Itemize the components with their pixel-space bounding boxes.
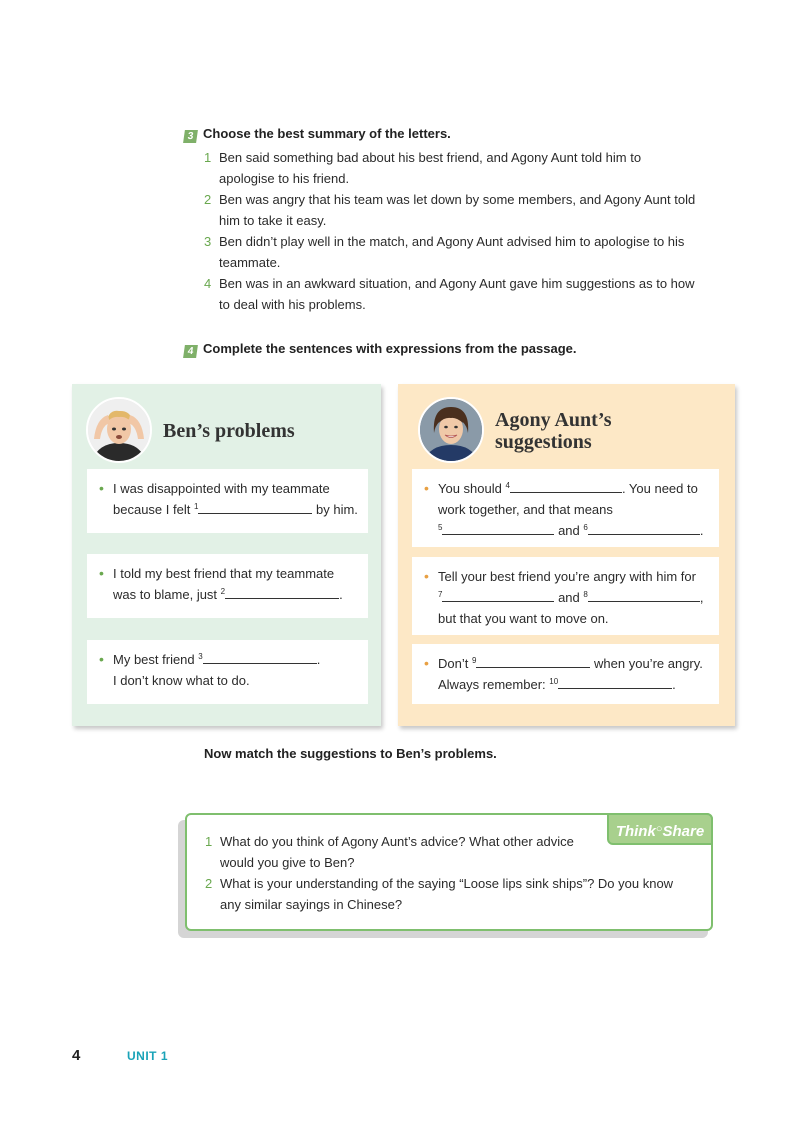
badge-think-label: Think <box>615 823 656 840</box>
bens-problems-panel <box>72 384 381 726</box>
option-text-cont: teammate. <box>219 255 281 270</box>
suggestion-card-3 <box>412 644 719 704</box>
aunt-suggestions-panel <box>398 384 735 726</box>
page-number: 4 <box>72 1047 81 1064</box>
question-text-cont: any similar sayings in Chinese? <box>220 897 403 912</box>
agony-aunt-avatar <box>418 397 484 463</box>
blank-number: 8 <box>583 590 588 599</box>
title-line-1: Agony Aunt’s <box>495 409 612 431</box>
discussion-question-1 <box>205 831 695 873</box>
question-text: What do you think of Agony Aunt’s advice? What other advice <box>220 834 574 849</box>
option-text: Ben was in an awkward situation, and Agony Aunt gave him suggestions as to how <box>219 276 695 291</box>
problem-text: I was disappointed with my teammate <box>113 481 330 496</box>
bens-problems-title: Ben’s problems <box>163 420 295 442</box>
suggestion-text: . You need to <box>621 481 698 496</box>
blank-number: 3 <box>198 652 203 661</box>
suggestion-text: and <box>554 523 584 538</box>
problem-text: My best friend <box>113 652 199 667</box>
exercise-3-heading <box>184 126 451 143</box>
option-3[interactable] <box>204 231 724 273</box>
exercise-3-instruction: Choose the best summary of the letters. <box>203 126 451 141</box>
badge-share-label: Share <box>662 823 705 840</box>
suggestion-text: but that you want to move on. <box>438 611 609 626</box>
suggestion-text: and <box>554 590 584 605</box>
think-share-questions <box>205 831 695 915</box>
suggestion-card-2 <box>412 557 719 635</box>
answer-blank-6[interactable] <box>588 520 700 535</box>
answer-blank-7[interactable] <box>442 587 554 602</box>
suggestion-text: , <box>699 590 704 605</box>
bullet-icon: • <box>424 655 429 671</box>
suggestion-text: . <box>672 677 676 692</box>
option-number: 1 <box>204 150 212 165</box>
suggestion-text: work together, and that means <box>438 502 613 517</box>
option-2[interactable] <box>204 189 724 231</box>
unit-label: UNIT 1 <box>127 1049 169 1063</box>
answer-blank-3[interactable] <box>203 649 317 664</box>
title-line-2: suggestions <box>495 431 592 453</box>
problem-card-3 <box>87 640 368 704</box>
answer-blank-5[interactable] <box>442 520 554 535</box>
aunt-suggestions-title <box>495 409 612 453</box>
blank-number: 9 <box>471 656 477 665</box>
exercise-number-badge: 4 <box>183 345 198 358</box>
blank-number: 2 <box>220 587 226 596</box>
option-text: Ben didn’t play well in the match, and Agony Aunt advised him to apologise to his <box>219 234 685 249</box>
question-number: 1 <box>205 834 213 849</box>
lightbulb-icon: ○ <box>655 823 663 835</box>
ben-portrait-icon <box>88 399 150 461</box>
option-number: 4 <box>204 276 212 291</box>
question-text-cont: would you give to Ben? <box>220 855 355 870</box>
exercise-number-badge: 3 <box>183 130 198 143</box>
suggestion-card-1 <box>412 469 719 547</box>
exercise-4-heading <box>184 341 577 358</box>
blank-number: 5 <box>438 523 443 532</box>
suggestion-text: Don’t <box>438 656 472 671</box>
problem-text: by him. <box>312 502 358 517</box>
option-text-cont: him to take it easy. <box>219 213 327 228</box>
option-text: Ben said something bad about his best friend, and Agony Aunt told him to <box>219 150 642 165</box>
exercise-4-instruction: Complete the sentences with expressions from the passage. <box>203 341 577 356</box>
ben-avatar <box>86 397 152 463</box>
suggestion-text: . <box>699 523 704 538</box>
problem-text: . <box>316 652 321 667</box>
option-1[interactable] <box>204 147 724 189</box>
answer-blank-8[interactable] <box>588 587 700 602</box>
answer-blank-4[interactable] <box>510 478 622 493</box>
blank-number: 7 <box>438 590 443 599</box>
bullet-icon: • <box>99 565 104 581</box>
answer-blank-1[interactable] <box>198 499 312 514</box>
blank-number: 1 <box>193 502 199 511</box>
option-number: 3 <box>204 234 212 249</box>
suggestion-text: Tell your best friend you’re angry with him for <box>438 569 696 584</box>
suggestion-text: You should <box>438 481 506 496</box>
option-text: Ben was angry that his team was let down by some members, and Agony Aunt told <box>219 192 696 207</box>
bullet-icon: • <box>99 651 104 667</box>
exercise-3-options <box>204 147 724 315</box>
question-number: 2 <box>205 876 213 891</box>
option-text-cont: apologise to his friend. <box>219 171 350 186</box>
problem-card-2 <box>87 554 368 618</box>
problem-text: I told my best friend that my teammate <box>113 566 335 581</box>
option-text-cont: to deal with his problems. <box>219 297 366 312</box>
answer-blank-9[interactable] <box>476 653 590 668</box>
match-instruction: Now match the suggestions to Ben’s problems. <box>204 746 497 761</box>
discussion-question-2 <box>205 873 695 915</box>
bullet-icon: • <box>424 568 429 584</box>
blank-number: 10 <box>549 677 559 686</box>
problem-text: was to blame, just <box>113 587 221 602</box>
bullet-icon: • <box>424 480 429 496</box>
agony-aunt-portrait-icon <box>420 399 482 461</box>
problem-card-1 <box>87 469 368 533</box>
problem-text: because I felt <box>113 502 194 517</box>
question-text: What is your understanding of the saying “Loose lips sink ships”? Do you know <box>220 876 674 891</box>
option-4[interactable] <box>204 273 724 315</box>
bullet-icon: • <box>99 480 104 496</box>
option-number: 2 <box>204 192 212 207</box>
problem-text: I don’t know what to do. <box>113 673 250 688</box>
problem-text: . <box>339 587 343 602</box>
think-share-box <box>185 813 713 931</box>
blank-number: 6 <box>583 523 588 532</box>
blank-number: 4 <box>505 481 510 490</box>
suggestion-text: when you’re angry. <box>590 656 703 671</box>
answer-blank-10[interactable] <box>558 674 672 689</box>
suggestion-text: Always remember: <box>438 677 550 692</box>
answer-blank-2[interactable] <box>225 584 339 599</box>
